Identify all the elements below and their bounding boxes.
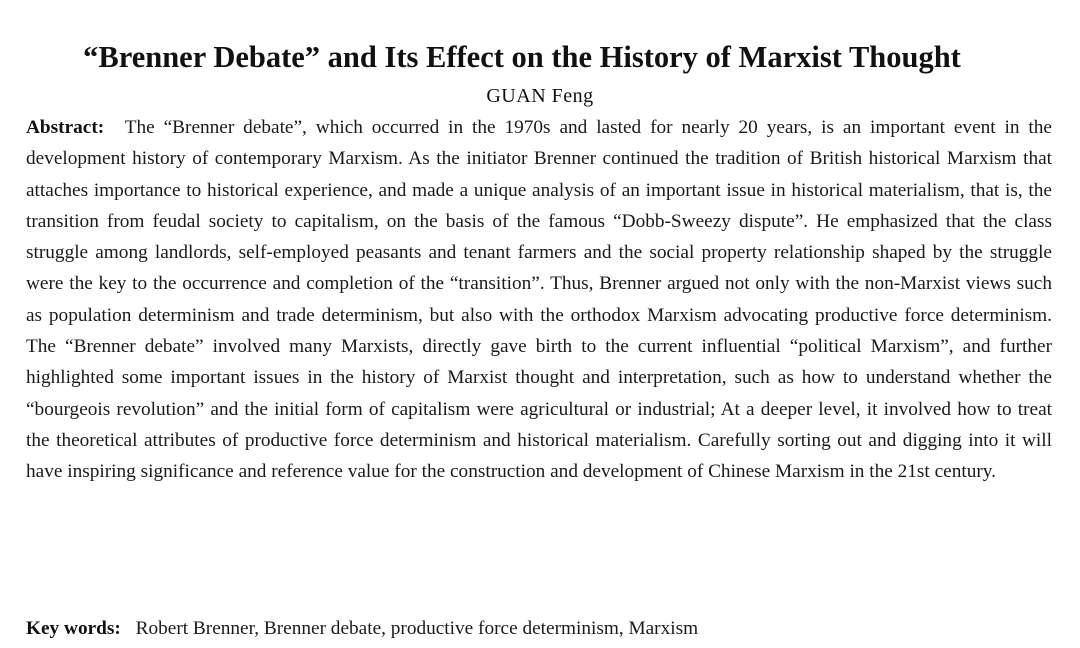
author-name: GUAN Feng: [486, 85, 594, 107]
abstract-label: Abstract:: [26, 117, 105, 138]
abstract-paragraph: [26, 112, 1052, 488]
abstract-text: The “Brenner debate”, which occurred in the 1970s and lasted for nearly 20 years, is an important event in the development history of contemporary Marxism. As the initiator Brenner continued the tradition of British historical Marxism that attaches importance to historical experience, and made a unique analysis of an important issue in historical materialism, that is, the transition from feudal society to capitalism, on the basis of the famous “Dobb-Sweezy dispute”. He emphasized that the class struggle among landlords, self-employed peasants and tenant farmers and the social property relationship shaped by the struggle were the key to the occurrence and completion of the “transition”. Thus, Brenner argued not only with the non-Marxist views such as population determinism and trade determinism, but also with the orthodox Marxism advocating productive force determinism. The “Brenner debate” involved many Marxists, directly gave birth to the current influential “political Marxism”, and further highlighted some important issues in the history of Marxist thought and interpretation, such as how to understand whether the “bourgeois revolution” and the initial form of capitalism were agricultural or industrial; At a deeper level, it involved how to treat the theoretical attributes of productive force determinism and historical materialism. Carefully sorting out and digging into it will have inspiring significance and reference value for the construction and development of Chinese Marxism in the 21st century.: [26, 117, 1052, 483]
keywords-line: [26, 614, 1052, 644]
keywords-text: Robert Brenner, Brenner debate, productive force determinism, Marxism: [135, 618, 699, 639]
paper-title: “Brenner Debate” and Its Effect on the History of Marxist Thought: [83, 40, 961, 74]
keywords-label: Key words:: [26, 618, 121, 639]
